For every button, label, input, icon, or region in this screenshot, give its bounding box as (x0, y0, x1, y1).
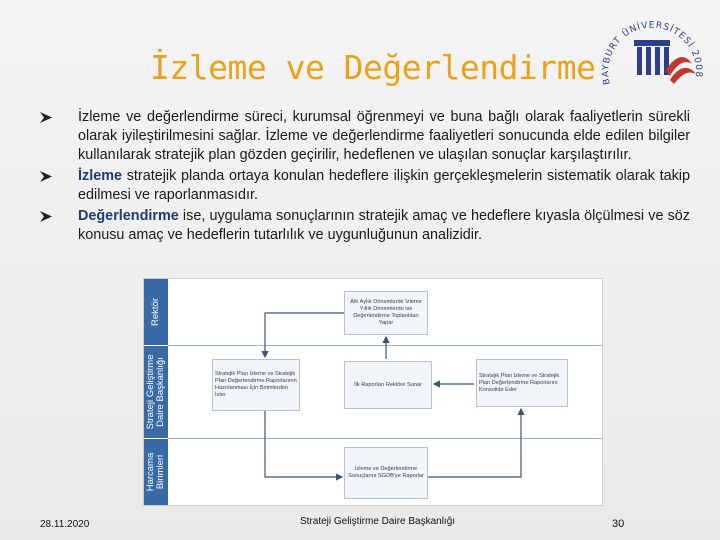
box-request-reports: Stratejik Plan İzleme ve Stratejik Plan Değerlendirme Raporlarının Hazırlanması İçin Birimlerden İster (212, 359, 300, 411)
page-number: 30 (612, 518, 625, 530)
bullet-item (40, 167, 690, 205)
logo-arc-text: BAYBURT ÜNİVERSİTESİ 2008 (601, 20, 704, 86)
arrow-bullet-icon (40, 112, 52, 123)
lane-rector: Rektör (144, 279, 168, 345)
box-consolidate: Stratejik Plan İzleme ve Stratejik Plan Değerlendirme Raporlarını Konsolide Eder (476, 359, 568, 407)
bullet-item (40, 108, 690, 165)
process-diagram (143, 278, 603, 506)
lane-units: Harcama Birimleri (144, 439, 168, 505)
university-logo (600, 14, 704, 100)
box-submit-reports: İlk Raporları Rektöre Sunar (344, 361, 432, 409)
bullet-text: stratejik planda ortaya konulan hedeflere ilişkin gerçekleşmelerin sistematik olarak takip edilmesi ve raporlanmasıdır. (78, 168, 690, 203)
bullet-term: İzleme (78, 168, 122, 184)
box-meetings: Altı Aylık Dönemlerde İzleme Yıllık Dönemlerde ise Değerlendirme Toplantıları Yapar (344, 291, 428, 335)
footer-date: 28.11.2020 (40, 519, 90, 530)
lane-sgdb: Strateji Geliştirme Daire Başkanlığı (144, 346, 168, 438)
footer-department: Strateji Geliştirme Daire Başkanlığı (300, 516, 456, 527)
arrow-bullet-icon (40, 211, 52, 222)
bullet-text: İzleme ve değerlendirme süreci, kurumsal öğrenmeyi ve buna bağlı olarak faaliyetlerin sürekli olarak iyileştirilmesini sağlar. İzleme ve değerlendirme faaliyetleri sonucunda elde edilen bilgiler kullanılarak stratejik plan gözden geçirilir, hedeflenen ve ulaşılan sonuçlar karşılaştırılır. (78, 109, 690, 163)
bullet-term: Değerlendirme (78, 208, 179, 224)
box-unit-reports: İzleme ve Değerlendirme Sonuçlarını SGDB'ye Raporlar (344, 447, 428, 499)
bullet-list (40, 108, 690, 245)
arrow-bullet-icon (40, 171, 52, 182)
bullet-item (40, 207, 690, 245)
bullet-text: ise, uygulama sonuçlarının stratejik amaç ve hedeflere kıyasla ölçülmesi ve söz konusu amaç ve hedeflerin tutarlılık ve uygunluğunun analizidir. (78, 208, 690, 243)
svg-text:BAYBURT ÜNİVERSİTESİ 2008 (601, 21, 703, 86)
slide-title: İzleme ve Değerlendirme (150, 48, 596, 87)
